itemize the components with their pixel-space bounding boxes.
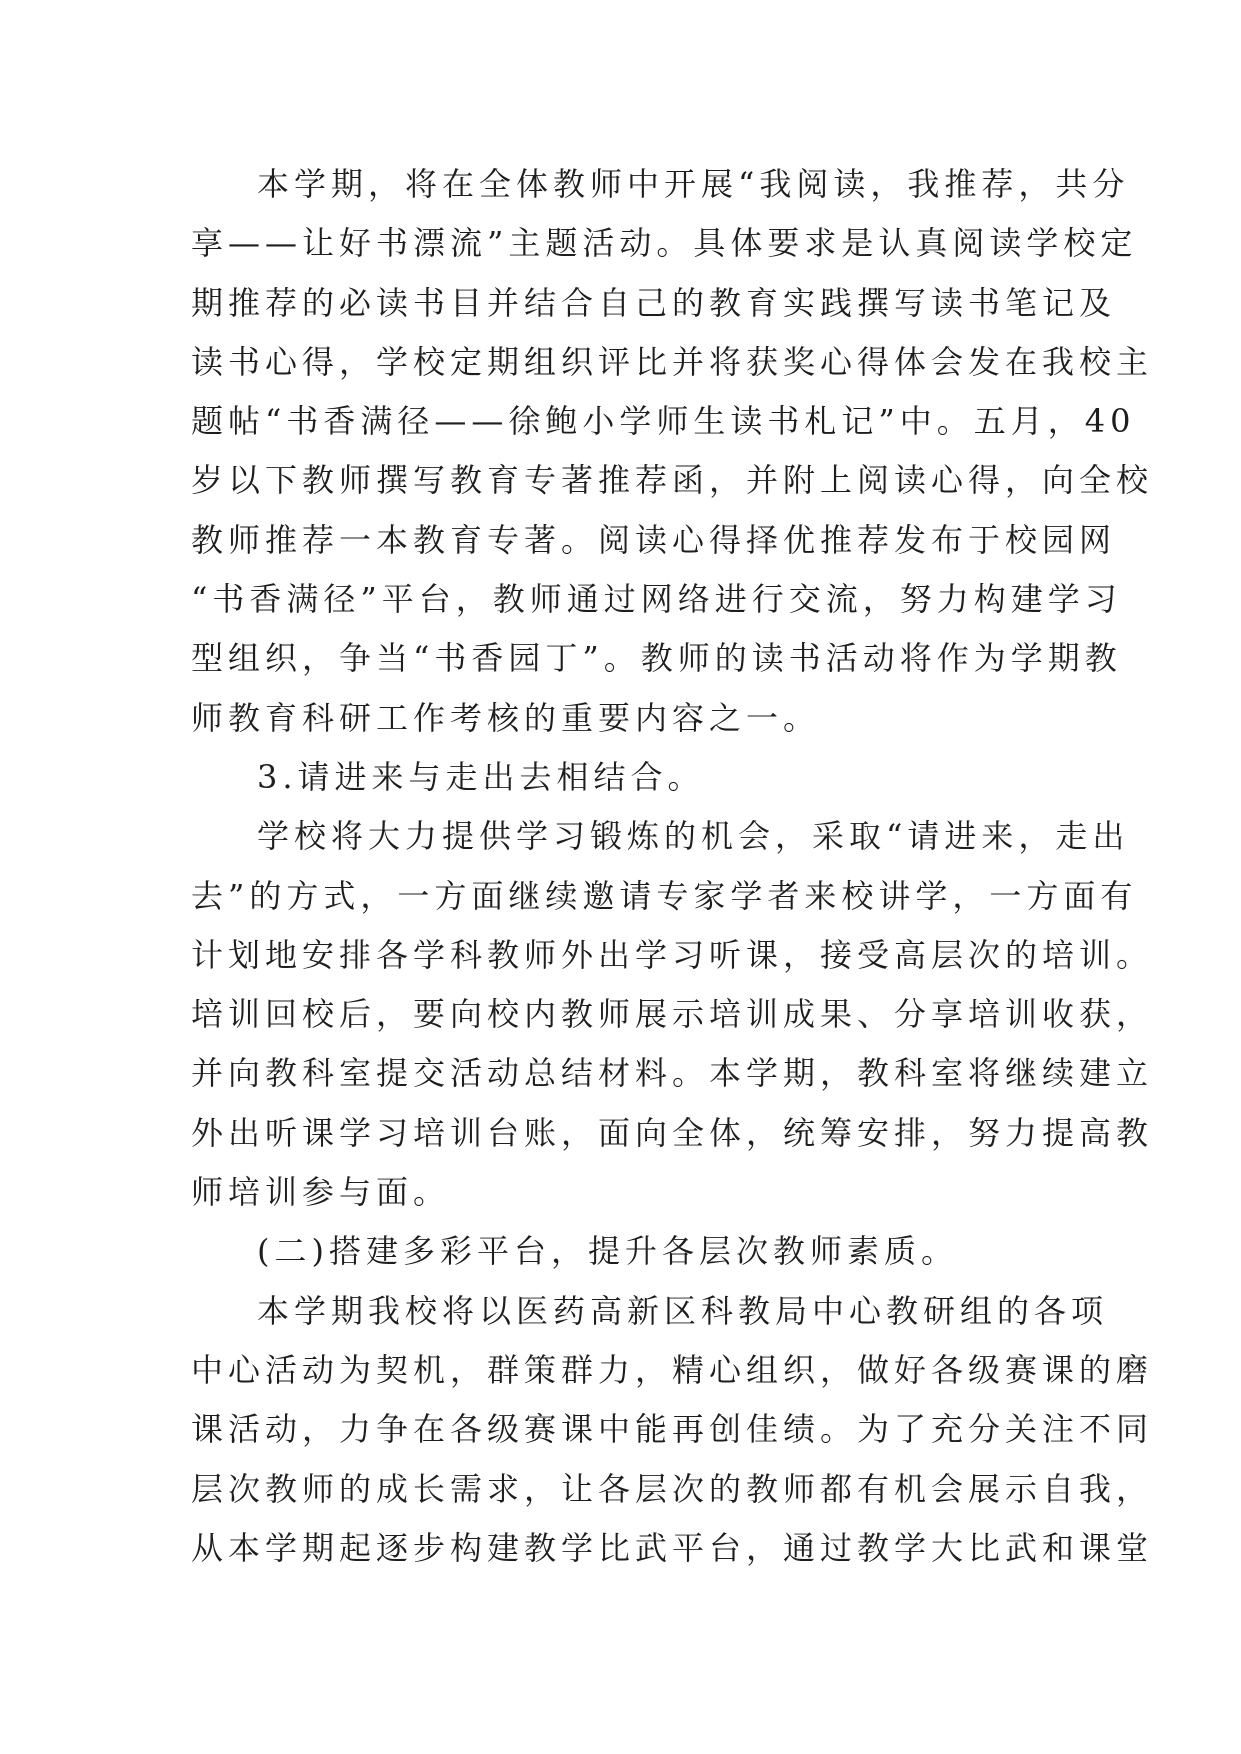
paragraph-line: 学校将大力提供学习锻炼的机会，采取“请进来，走出	[257, 817, 1130, 856]
paragraph-line: 型组织，争当“书香园丁”。教师的读书活动将作为学期教	[191, 639, 1122, 678]
paragraph-line: 层次教师的成长需求，让各层次的教师都有机会展示自我，	[191, 1469, 1154, 1508]
paragraph-line: 教师推荐一本教育专著。阅读心得择优推荐发布于校园网	[191, 520, 1117, 559]
paragraph-line: 培训回校后，要向校内教师展示培训成果、分享培训收获，	[191, 995, 1154, 1034]
document-body	[191, 155, 1154, 1578]
paragraph-line: 外出听课学习培训台账，面向全体，统筹安排，努力提高教	[191, 1113, 1154, 1152]
paragraph-line: 师培训参与面。	[191, 1173, 451, 1212]
paragraph-line: 课活动，力争在各级赛课中能再创佳绩。为了充分关注不同	[191, 1410, 1154, 1449]
section-heading: (二)搭建多彩平台，提升各层次教师素质。	[257, 1232, 958, 1271]
paragraph-line: 享——让好书漂流”主题活动。具体要求是认真阅读学校定	[191, 224, 1138, 263]
paragraph-line: 中心活动为契机，群策群力，精心组织，做好各级赛课的磨	[191, 1350, 1154, 1389]
paragraph-line: 岁以下教师撰写教育专著推荐函，并附上阅读心得，向全校	[191, 461, 1154, 500]
paragraph-line: 师教育科研工作考核的重要内容之一。	[191, 698, 821, 737]
paragraph-line: 并向教科室提交活动总结材料。本学期，教科室将继续建立	[191, 1054, 1154, 1093]
paragraph-line: 本学期，将在全体教师中开展“我阅读，我推荐，共分	[257, 165, 1130, 203]
section-heading: 3.请进来与走出去相结合。	[257, 757, 705, 796]
paragraph-line: 从本学期起逐步构建教学比武平台，通过教学大比武和课堂	[191, 1528, 1154, 1567]
paragraph-line: 题帖“书香满径——徐鲍小学师生读书札记”中。五月，40	[191, 402, 1136, 441]
paragraph-line: 读书心得，学校定期组织评比并将获奖心得体会发在我校主	[191, 342, 1154, 381]
paragraph-line: 本学期我校将以医药高新区科教局中心教研组的各项	[257, 1291, 1109, 1330]
paragraph-line: “书香满径”平台，教师通过网络进行交流，努力构建学习	[191, 580, 1122, 619]
paragraph-line: 计划地安排各学科教师外出学习听课，接受高层次的培训。	[191, 935, 1154, 974]
paragraph-line: 去”的方式，一方面继续邀请专家学者来校讲学，一方面有	[191, 876, 1138, 915]
paragraph-line: 期推荐的必读书目并结合自己的教育实践撰写读书笔记及	[191, 283, 1117, 322]
